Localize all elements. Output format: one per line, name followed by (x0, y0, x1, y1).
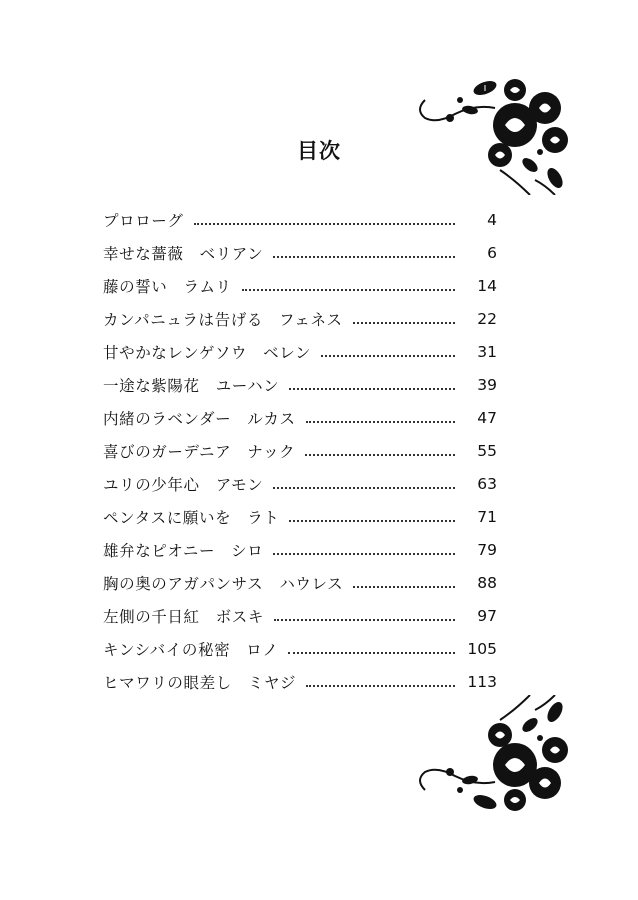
entry-title: 内緒のラベンダー ルカス (103, 409, 296, 428)
dot-leader (306, 419, 455, 423)
toc-entry[interactable] (103, 236, 497, 269)
entry-title: 幸せな薔薇 ベリアン (103, 244, 264, 263)
entry-title: ユリの少年心 アモン (103, 475, 264, 494)
dot-leader (273, 254, 455, 258)
dot-leader (353, 584, 455, 588)
toc-entry[interactable] (103, 599, 497, 632)
entry-title: 左側の千日紅 ボスキ (103, 607, 265, 626)
toc-entry[interactable] (103, 434, 497, 467)
entry-page-number: 88 (477, 573, 497, 592)
entry-page-number: 63 (477, 474, 497, 493)
dot-leader (305, 452, 455, 456)
rose-ornament-bottom-icon (405, 695, 570, 820)
dot-leader (274, 617, 455, 621)
dot-leader (321, 353, 455, 357)
toc-entry[interactable] (103, 335, 497, 368)
toc-entry[interactable] (103, 665, 497, 698)
entry-title: 雄弁なピオニー シロ (103, 541, 264, 560)
entry-title: ペンタスに願いを ラト (103, 508, 280, 527)
entry-page-number: 6 (487, 243, 497, 262)
toc-entry[interactable] (103, 500, 497, 533)
dot-leader (242, 287, 455, 291)
entry-page-number: 71 (477, 507, 497, 526)
entry-page-number: 97 (477, 606, 497, 625)
dot-leader (273, 485, 455, 489)
dot-leader (306, 683, 455, 687)
dot-leader (353, 320, 455, 324)
entry-page-number: 4 (487, 210, 497, 229)
entry-title: 一途な紫陽花 ユーハン (103, 376, 280, 395)
toc-entry[interactable] (103, 302, 497, 335)
toc-entry[interactable] (103, 533, 497, 566)
entry-page-number: 47 (477, 408, 497, 427)
entry-title: 喜びのガーデニア ナック (103, 442, 296, 461)
dot-leader (288, 650, 455, 654)
entry-page-number: 113 (467, 672, 497, 691)
entry-title: 甘やかなレンゲソウ ベレン (103, 343, 312, 362)
rose-ornament-top-icon (405, 70, 570, 195)
entry-page-number: 39 (477, 375, 497, 394)
toc-entry[interactable] (103, 368, 497, 401)
entry-title: 胸の奥のアガパンサス ハウレス (103, 574, 344, 593)
entry-page-number: 22 (477, 309, 497, 328)
entry-title: カンパニュラは告げる フェネス (103, 310, 343, 329)
entry-page-number: 14 (477, 276, 497, 295)
entry-page-number: 105 (467, 639, 497, 658)
entry-page-number: 31 (477, 342, 497, 361)
toc-entry[interactable] (103, 203, 497, 236)
entry-page-number: 55 (477, 441, 497, 460)
dot-leader (194, 221, 455, 225)
toc-entry[interactable] (103, 566, 497, 599)
dot-leader (273, 551, 455, 555)
entry-title: ヒマワリの眼差し ミヤジ (103, 673, 297, 692)
dot-leader (289, 386, 455, 390)
toc-entry[interactable] (103, 632, 497, 665)
entry-page-number: 79 (477, 540, 497, 559)
page-title: 目次 (297, 138, 341, 164)
toc-entry[interactable] (103, 467, 497, 500)
entry-title: キンシバイの秘密 ロノ (103, 640, 279, 659)
toc-entry[interactable] (103, 401, 497, 434)
entry-title: プロローグ (103, 211, 184, 230)
toc-entry[interactable] (103, 269, 497, 302)
dot-leader (289, 518, 455, 522)
entry-title: 藤の誓い ラムリ (103, 277, 232, 296)
toc-list (103, 203, 497, 698)
